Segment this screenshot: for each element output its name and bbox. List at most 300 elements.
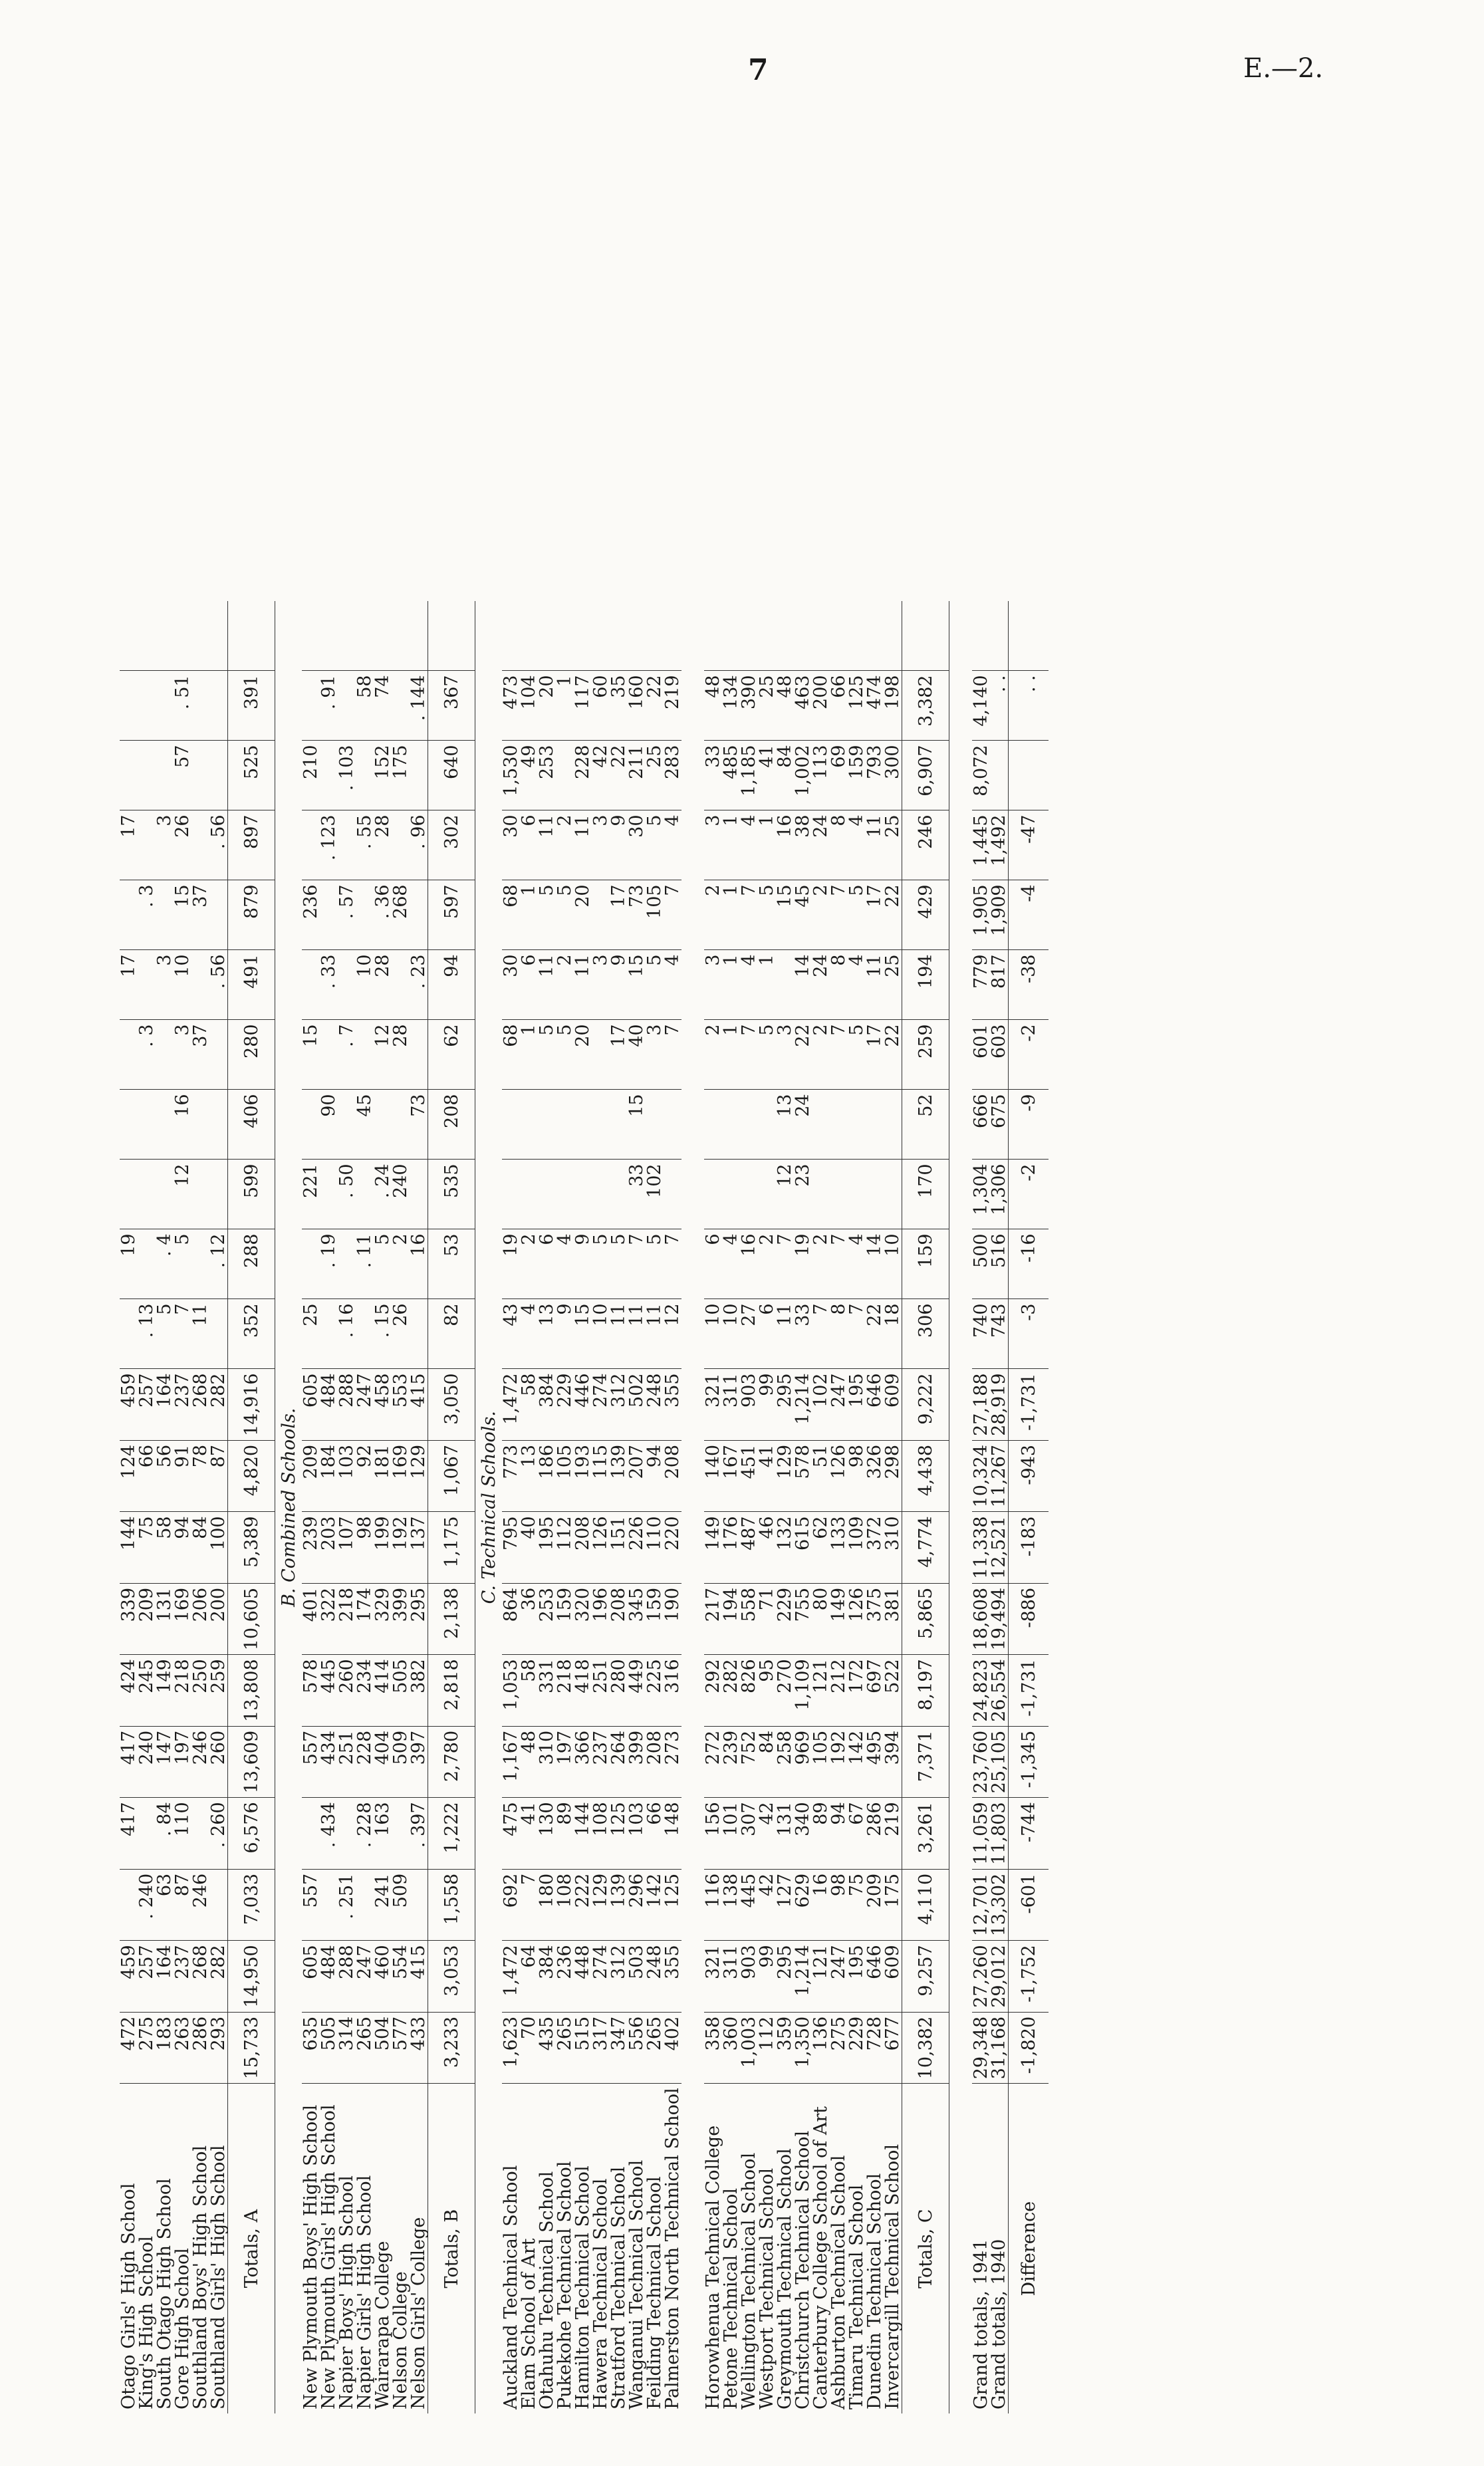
table-cell: 272 bbox=[704, 1726, 722, 1797]
table-cell: 372 bbox=[866, 1512, 884, 1583]
table-cell: 10 bbox=[704, 1299, 722, 1369]
table-cell: 247 bbox=[830, 1369, 848, 1440]
table-cell: 80 bbox=[812, 1583, 830, 1654]
table-cell: 245 bbox=[138, 1655, 156, 1726]
table-cell: 239 bbox=[722, 1726, 740, 1797]
table-cell bbox=[610, 1090, 628, 1160]
table-cell bbox=[138, 741, 156, 810]
table-cell: 15 bbox=[302, 1020, 320, 1090]
table-cell: 11 bbox=[191, 1299, 209, 1369]
table-cell: 1 bbox=[556, 671, 574, 741]
table-cell bbox=[972, 601, 990, 671]
table-cell: 115 bbox=[592, 1440, 610, 1511]
table-cell: . 23 bbox=[410, 950, 428, 1020]
table-cell: 131 bbox=[156, 1583, 174, 1654]
table-cell: 260 bbox=[209, 1726, 228, 1797]
table-cell: 69 bbox=[830, 741, 848, 810]
table-cell: 265 bbox=[556, 2012, 574, 2083]
table-cell: 1,558 bbox=[428, 1869, 475, 1940]
table-row bbox=[592, 601, 610, 2413]
table-cell bbox=[120, 741, 138, 810]
table-cell bbox=[156, 671, 174, 741]
table-cell: 159 bbox=[902, 1229, 949, 1299]
table-cell: 70 bbox=[520, 2012, 538, 2083]
table-cell: 293 bbox=[209, 2012, 228, 2083]
table-cell bbox=[320, 880, 338, 950]
table-cell: 99 bbox=[758, 1941, 776, 2012]
table-cell: 19,494 bbox=[990, 1583, 1009, 1654]
table-cell bbox=[574, 601, 592, 671]
table-cell: 10 bbox=[884, 1229, 902, 1299]
table-cell: 2 bbox=[758, 1229, 776, 1299]
table-cell: 240 bbox=[392, 1160, 410, 1229]
table-cell: 451 bbox=[740, 1440, 758, 1511]
table-cell bbox=[120, 1020, 138, 1090]
table-cell: 404 bbox=[374, 1726, 392, 1797]
table-cell: 7 bbox=[830, 880, 848, 950]
table-cell bbox=[556, 741, 574, 810]
table-cell: 505 bbox=[320, 2012, 338, 2083]
table-cell: 10 bbox=[174, 950, 191, 1020]
table-row bbox=[392, 601, 410, 2413]
table-cell: 5,389 bbox=[228, 1512, 275, 1583]
table-cell bbox=[392, 601, 410, 671]
table-cell: 17 bbox=[610, 880, 628, 950]
table-cell: 675 bbox=[990, 1090, 1009, 1160]
table-cell: 795 bbox=[502, 1512, 520, 1583]
table-cell: 7 bbox=[520, 1869, 538, 1940]
table-cell: 1,304 bbox=[972, 1160, 990, 1229]
row-label: Invercargill Technical School bbox=[882, 2144, 903, 2409]
table-cell: 505 bbox=[392, 1655, 410, 1726]
table-cell: 4 bbox=[848, 1229, 866, 1299]
table-cell: 51 bbox=[812, 1440, 830, 1511]
row-label: Canterbury College School of Art bbox=[810, 2106, 831, 2409]
table-cell: 107 bbox=[338, 1512, 356, 1583]
table-cell bbox=[302, 671, 320, 741]
table-cell bbox=[138, 671, 156, 741]
table-cell: 126 bbox=[592, 1512, 610, 1583]
table-cell: -3 bbox=[1009, 1299, 1049, 1369]
table-cell: 1,214 bbox=[794, 1941, 812, 2012]
grand-total-row bbox=[972, 601, 990, 2413]
table-cell: 116 bbox=[704, 1869, 722, 1940]
table-cell: 358 bbox=[704, 2012, 722, 2083]
table-cell: . 16 bbox=[338, 1299, 356, 1369]
table-cell: 10 bbox=[592, 1299, 610, 1369]
table-cell bbox=[174, 601, 191, 671]
table-cell: 391 bbox=[228, 671, 275, 741]
table-cell: 4 bbox=[664, 810, 681, 880]
table-row bbox=[704, 601, 722, 2413]
table-cell: 176 bbox=[722, 1512, 740, 1583]
table-cell: 126 bbox=[830, 1440, 848, 1511]
table-cell: . 260 bbox=[209, 1798, 228, 1869]
table-cell bbox=[410, 1020, 428, 1090]
row-label: Stratford Technical School bbox=[608, 2166, 629, 2409]
row-label: Hawera Technical School bbox=[590, 2178, 611, 2409]
table-cell: 181 bbox=[374, 1440, 392, 1511]
table-cell: 484 bbox=[320, 1941, 338, 2012]
table-cell: 58 bbox=[356, 671, 374, 741]
table-cell: 9 bbox=[610, 810, 628, 880]
table-cell: 98 bbox=[848, 1440, 866, 1511]
table-cell: 33 bbox=[794, 1299, 812, 1369]
section-heading-row bbox=[475, 601, 503, 2413]
table-cell: 91 bbox=[174, 1440, 191, 1511]
table-cell: 1,909 bbox=[990, 880, 1009, 950]
table-cell bbox=[502, 1160, 520, 1229]
section-heading: C. Technical Schools. bbox=[478, 1411, 499, 1604]
table-row bbox=[191, 601, 209, 2413]
table-cell bbox=[592, 1160, 610, 1229]
table-cell: 102 bbox=[646, 1160, 664, 1229]
table-cell: 3 bbox=[646, 1020, 664, 1090]
table-cell bbox=[120, 1090, 138, 1160]
table-cell: 45 bbox=[356, 1090, 374, 1160]
table-cell: 274 bbox=[592, 1941, 610, 2012]
table-cell: 2 bbox=[812, 1020, 830, 1090]
table-cell: 5 bbox=[592, 1229, 610, 1299]
table-cell bbox=[538, 1090, 556, 1160]
table-cell: 399 bbox=[392, 1583, 410, 1654]
table-cell: 207 bbox=[628, 1440, 646, 1511]
table-cell: 286 bbox=[191, 2012, 209, 2083]
table-cell: 1,003 bbox=[740, 2012, 758, 2083]
row-label: Difference bbox=[1009, 2084, 1049, 2413]
table-cell: . 96 bbox=[410, 810, 428, 880]
table-cell: 268 bbox=[392, 880, 410, 950]
table-cell: -1,752 bbox=[1009, 1941, 1049, 2012]
table-cell: 1,623 bbox=[502, 2012, 520, 2083]
table-row bbox=[556, 601, 574, 2413]
table-cell: 186 bbox=[538, 1440, 556, 1511]
table-cell bbox=[191, 810, 209, 880]
table-cell: 103 bbox=[338, 1440, 356, 1511]
table-cell bbox=[628, 601, 646, 671]
table-cell: -744 bbox=[1009, 1798, 1049, 1869]
table-cell: -38 bbox=[1009, 950, 1049, 1020]
spacer-row bbox=[681, 601, 704, 2413]
table-cell bbox=[866, 1160, 884, 1229]
table-cell: 384 bbox=[538, 1369, 556, 1440]
table-cell: 459 bbox=[120, 1369, 138, 1440]
row-label: Wanganui Technical School bbox=[626, 2159, 647, 2409]
table-cell: 4 bbox=[740, 810, 758, 880]
table-cell: . 144 bbox=[410, 671, 428, 741]
row-label: Feilding Technical School bbox=[644, 2176, 665, 2409]
table-cell: 198 bbox=[884, 671, 902, 741]
table-cell: 247 bbox=[830, 1941, 848, 2012]
table-cell: 28 bbox=[392, 1020, 410, 1090]
row-label: Greymouth Technical School bbox=[775, 2148, 795, 2409]
table-cell: 295 bbox=[776, 1369, 794, 1440]
table-cell: 4 bbox=[556, 1229, 574, 1299]
table-cell: 897 bbox=[228, 810, 275, 880]
table-cell: 558 bbox=[740, 1583, 758, 1654]
table-cell: 275 bbox=[830, 2012, 848, 2083]
table-cell: 90 bbox=[320, 1090, 338, 1160]
table-cell: 6 bbox=[538, 1229, 556, 1299]
table-cell: 601 bbox=[972, 1020, 990, 1090]
table-cell: 292 bbox=[704, 1655, 722, 1726]
table-cell: 15 bbox=[628, 950, 646, 1020]
table-cell: 7 bbox=[740, 1020, 758, 1090]
table-cell: 62 bbox=[812, 1512, 830, 1583]
table-row bbox=[758, 601, 776, 2413]
table-cell bbox=[520, 1160, 538, 1229]
table-cell bbox=[410, 741, 428, 810]
table-cell: 53 bbox=[428, 1229, 475, 1299]
table-cell: 219 bbox=[664, 671, 681, 741]
table-cell: 599 bbox=[228, 1160, 275, 1229]
table-cell bbox=[410, 1299, 428, 1369]
table-cell: 1,472 bbox=[502, 1369, 520, 1440]
table-cell: 11,059 bbox=[972, 1798, 990, 1869]
grand-total-row bbox=[990, 601, 1009, 2413]
table-cell: 136 bbox=[812, 2012, 830, 2083]
table-cell bbox=[320, 1299, 338, 1369]
table-cell: 864 bbox=[502, 1583, 520, 1654]
table-cell: 103 bbox=[628, 1798, 646, 1869]
table-cell: 280 bbox=[610, 1655, 628, 1726]
table-cell: 728 bbox=[866, 2012, 884, 2083]
table-cell bbox=[228, 601, 275, 671]
table-cell: 248 bbox=[646, 1941, 664, 2012]
table-cell bbox=[338, 950, 356, 1020]
table-cell: 4,820 bbox=[228, 1440, 275, 1511]
table-cell: 237 bbox=[174, 1369, 191, 1440]
table-cell: 133 bbox=[830, 1512, 848, 1583]
table-cell bbox=[320, 601, 338, 671]
table-cell: 132 bbox=[776, 1512, 794, 1583]
table-cell bbox=[794, 601, 812, 671]
table-cell: 117 bbox=[574, 671, 592, 741]
table-cell bbox=[120, 880, 138, 950]
table-cell bbox=[120, 671, 138, 741]
row-label: Southland Girls' High School bbox=[208, 2145, 229, 2409]
table-cell bbox=[758, 601, 776, 671]
table-cell: 37 bbox=[191, 1020, 209, 1090]
row-label: Timaru Technical School bbox=[846, 2184, 867, 2409]
table-cell: 180 bbox=[538, 1869, 556, 1940]
table-cell: 209 bbox=[138, 1583, 156, 1654]
table-cell bbox=[156, 601, 174, 671]
table-cell: 17 bbox=[866, 1020, 884, 1090]
table-cell: 286 bbox=[866, 1798, 884, 1869]
table-cell: 60 bbox=[592, 671, 610, 741]
table-cell: 42 bbox=[758, 1798, 776, 1869]
table-cell: 495 bbox=[866, 1726, 884, 1797]
table-cell: 3 bbox=[776, 1020, 794, 1090]
table-cell bbox=[338, 1229, 356, 1299]
table-cell bbox=[664, 1090, 681, 1160]
table-cell: 183 bbox=[156, 2012, 174, 2083]
table-cell bbox=[191, 1229, 209, 1299]
table-cell: 58 bbox=[520, 1655, 538, 1726]
table-cell: 237 bbox=[592, 1726, 610, 1797]
table-cell: 5 bbox=[646, 1229, 664, 1299]
table-cell bbox=[356, 601, 374, 671]
table-cell: 20 bbox=[538, 671, 556, 741]
table-cell: 317 bbox=[592, 2012, 610, 2083]
table-cell: 175 bbox=[392, 741, 410, 810]
table-cell bbox=[776, 601, 794, 671]
table-cell: 15 bbox=[174, 880, 191, 950]
table-cell: 15 bbox=[574, 1299, 592, 1369]
table-cell: 463 bbox=[794, 671, 812, 741]
table-cell: 195 bbox=[848, 1369, 866, 1440]
table-cell: -2 bbox=[1009, 1020, 1049, 1090]
table-cell: 110 bbox=[174, 1798, 191, 1869]
table-cell: 268 bbox=[191, 1941, 209, 2012]
table-cell: 253 bbox=[538, 741, 556, 810]
table-cell: 30 bbox=[628, 810, 646, 880]
table-cell bbox=[374, 601, 392, 671]
table-cell: 2 bbox=[392, 1229, 410, 1299]
table-cell: . 3 bbox=[138, 1020, 156, 1090]
table-cell: 19 bbox=[502, 1229, 520, 1299]
table-cell: 6,907 bbox=[902, 741, 949, 810]
table-cell bbox=[209, 1869, 228, 1940]
table-cell: 314 bbox=[338, 2012, 356, 2083]
table-cell: . 57 bbox=[338, 880, 356, 950]
table-cell bbox=[302, 601, 320, 671]
row-label: Grand totals, 1941 bbox=[971, 2239, 991, 2409]
table-cell: 108 bbox=[556, 1869, 574, 1940]
table-cell: 94 bbox=[428, 950, 475, 1020]
table-cell bbox=[392, 1798, 410, 1869]
table-cell: 2,780 bbox=[428, 1726, 475, 1797]
table-cell: 28 bbox=[374, 810, 392, 880]
table-cell: -1,345 bbox=[1009, 1726, 1049, 1797]
table-cell: 257 bbox=[138, 1369, 156, 1440]
table-cell: 692 bbox=[502, 1869, 520, 1940]
table-cell: . 11 bbox=[356, 1229, 374, 1299]
table-cell: 41 bbox=[520, 1798, 538, 1869]
row-label: Wairarapa College bbox=[372, 2241, 393, 2409]
table-cell: 218 bbox=[174, 1655, 191, 1726]
table-cell: 43 bbox=[502, 1299, 520, 1369]
table-cell: 402 bbox=[664, 2012, 681, 2083]
table-cell: 355 bbox=[664, 1369, 681, 1440]
table-cell: 18 bbox=[884, 1299, 902, 1369]
table-cell: 485 bbox=[722, 741, 740, 810]
table-cell: -1,731 bbox=[1009, 1655, 1049, 1726]
table-cell: 352 bbox=[228, 1299, 275, 1369]
table-cell: 58 bbox=[156, 1512, 174, 1583]
table-cell: 147 bbox=[156, 1726, 174, 1797]
table-cell bbox=[884, 1160, 902, 1229]
table-cell: 15,733 bbox=[228, 2012, 275, 2083]
table-cell: 58 bbox=[520, 1369, 538, 1440]
table-cell: 4,774 bbox=[902, 1512, 949, 1583]
difference-row bbox=[1009, 601, 1049, 2413]
table-cell: 399 bbox=[628, 1726, 646, 1797]
table-cell: 3 bbox=[156, 950, 174, 1020]
table-cell: 401 bbox=[302, 1583, 320, 1654]
table-cell: 199 bbox=[374, 1512, 392, 1583]
table-cell: 228 bbox=[574, 741, 592, 810]
table-cell: 322 bbox=[320, 1583, 338, 1654]
table-cell: 125 bbox=[664, 1869, 681, 1940]
table-cell: 18,608 bbox=[972, 1583, 990, 1654]
table-cell: 5 bbox=[610, 1229, 628, 1299]
table-cell: 9 bbox=[574, 1229, 592, 1299]
row-label: Nelson College bbox=[390, 2271, 411, 2409]
table-cell: 635 bbox=[302, 2012, 320, 2083]
table-cell: 12 bbox=[174, 1160, 191, 1229]
table-cell: 5 bbox=[646, 810, 664, 880]
table-cell: 10 bbox=[356, 950, 374, 1020]
table-cell: 159 bbox=[556, 1583, 574, 1654]
table-cell: 597 bbox=[428, 880, 475, 950]
table-cell bbox=[722, 601, 740, 671]
table-cell: 14,916 bbox=[228, 1369, 275, 1440]
table-cell: 375 bbox=[866, 1583, 884, 1654]
table-cell: 169 bbox=[392, 1440, 410, 1511]
table-cell: 257 bbox=[138, 1941, 156, 2012]
table-cell: 129 bbox=[410, 1440, 428, 1511]
table-cell: 8,072 bbox=[972, 741, 990, 810]
table-cell: 5 bbox=[848, 1020, 866, 1090]
table-cell: 3 bbox=[156, 810, 174, 880]
table-cell: . 84 bbox=[156, 1798, 174, 1869]
table-cell: 40 bbox=[520, 1512, 538, 1583]
table-cell: 239 bbox=[302, 1512, 320, 1583]
table-cell: 429 bbox=[902, 880, 949, 950]
table-cell: -9 bbox=[1009, 1090, 1049, 1160]
table-cell: 2 bbox=[812, 1229, 830, 1299]
table-cell: . 24 bbox=[374, 1160, 392, 1229]
table-cell: 3,050 bbox=[428, 1369, 475, 1440]
table-cell bbox=[138, 950, 156, 1020]
table-cell: 148 bbox=[664, 1798, 681, 1869]
table-cell: 1,445 bbox=[972, 810, 990, 880]
table-cell: 7 bbox=[776, 1229, 794, 1299]
table-cell: . 33 bbox=[320, 950, 338, 1020]
table-cell bbox=[320, 741, 338, 810]
table-cell: 164 bbox=[156, 1369, 174, 1440]
table-cell: 7 bbox=[848, 1299, 866, 1369]
table-cell: -886 bbox=[1009, 1583, 1049, 1654]
table-cell: 640 bbox=[428, 741, 475, 810]
table-cell: 10,605 bbox=[228, 1583, 275, 1654]
table-cell: 603 bbox=[990, 1020, 1009, 1090]
table-cell: 448 bbox=[574, 1941, 592, 2012]
table-cell: 26 bbox=[174, 810, 191, 880]
table-cell: 94 bbox=[174, 1512, 191, 1583]
table-cell bbox=[592, 601, 610, 671]
table-cell bbox=[990, 741, 1009, 810]
table-cell: 4,110 bbox=[902, 1869, 949, 1940]
table-cell: 163 bbox=[374, 1798, 392, 1869]
table-cell: 316 bbox=[664, 1655, 681, 1726]
table-row bbox=[848, 601, 866, 2413]
table-cell bbox=[1009, 601, 1049, 671]
table-cell: 129 bbox=[592, 1869, 610, 1940]
table-cell: -943 bbox=[1009, 1440, 1049, 1511]
table-cell: 8,197 bbox=[902, 1655, 949, 1726]
table-cell: 4 bbox=[664, 950, 681, 1020]
table-cell: 4 bbox=[722, 1229, 740, 1299]
table-cell: . 51 bbox=[174, 671, 191, 741]
table-cell: 40 bbox=[628, 1020, 646, 1090]
table-cell: 4 bbox=[520, 1299, 538, 1369]
table-cell: . 15 bbox=[374, 1299, 392, 1369]
table-row bbox=[138, 601, 156, 2413]
table-cell bbox=[502, 601, 520, 671]
